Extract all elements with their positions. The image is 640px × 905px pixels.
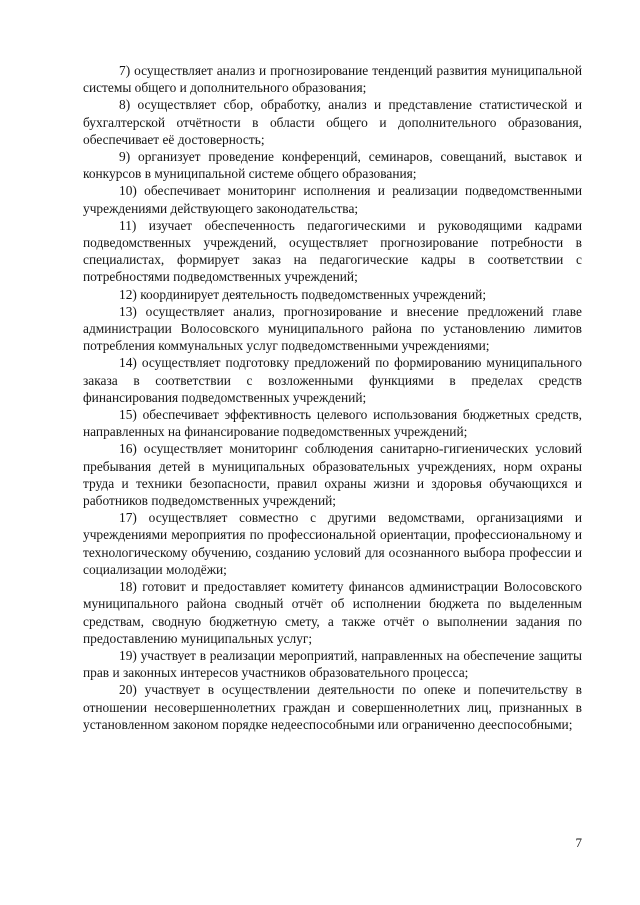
paragraph-item-18: 18) готовит и предоставляет комитету финансов администрации Волосовского муниципального района сводный отчёт об исполнении бюджета по выделенным средствам, сводную бюджетную смету, а также отчёт о выполнении задания по предоставлению муниципальных услуг; <box>83 579 582 646</box>
paragraph-item-9: 9) организует проведение конференций, семинаров, совещаний, выставок и конкурсов в муниципальной системе общего образования; <box>83 149 582 182</box>
paragraph-item-8: 8) осуществляет сбор, обработку, анализ и представление статистической и бухгалтерской отчётности в области общего и дополнительного образования, обеспечивает её достоверность; <box>83 97 582 147</box>
page-number: 7 <box>575 835 582 850</box>
paragraph-item-13: 13) осуществляет анализ, прогнозирование и внесение предложений главе администрации Волосовского муниципального района по установлению лимитов потребления коммунальных услуг подведомственными учреждениями; <box>83 303 582 354</box>
paragraph-item-15: 15) обеспечивает эффективность целевого использования бюджетных средств, направленных на финансирование подведомственных учреждений; <box>83 407 582 440</box>
paragraph-item-16: 16) осуществляет мониторинг соблюдения санитарно-гигиенических условий пребывания детей в муниципальных образовательных учреждениях, норм охраны труда и техники безопасности, правил охраны жизни и здоровья обучающихся и работников подведомственных учреждений; <box>83 441 582 509</box>
paragraph-item-11: 11) изучает обеспеченность педагогическими и руководящими кадрами подведомственных учреждений, осуществляет прогнозирование потребности в специалистах, формирует заказ на педагогические кадры в соответствии с потребностями подведомственных учреждений; <box>83 217 582 285</box>
paragraph-item-20: 20) участвует в осуществлении деятельности по опеке и попечительству в отношении несовершеннолетних граждан и совершеннолетних лиц, признанных в установленном законом порядке недееспособными или ограниченно дееспособными; <box>83 682 582 732</box>
paragraph-item-12: 12) координирует деятельность подведомственных учреждений; <box>119 286 487 302</box>
paragraph-item-7: 7) осуществляет анализ и прогнозирование тенденций развития муниципальной системы общего и дополнительного образования; <box>83 63 582 96</box>
paragraph-item-19: 19) участвует в реализации мероприятий, направленных на обеспечение защиты прав и законных интересов участников образовательного процесса; <box>83 647 582 681</box>
paragraph-item-17: 17) осуществляет совместно с другими ведомствами, организациями и учреждениями мероприятия по профессиональной ориентации, профессиональному и технологическому обучению, созданию условий для осознанного выбора профессии и социализации молодёжи; <box>83 510 582 577</box>
paragraph-item-14: 14) осуществляет подготовку предложений по формированию муниципального заказа в соответствии с возложенными функциями в пределах средств финансирования подведомственных учреждений; <box>83 355 582 405</box>
paragraph-item-10: 10) обеспечивает мониторинг исполнения и реализации подведомственными учреждениями действующего законодательства; <box>83 183 582 216</box>
document-body <box>83 62 582 733</box>
